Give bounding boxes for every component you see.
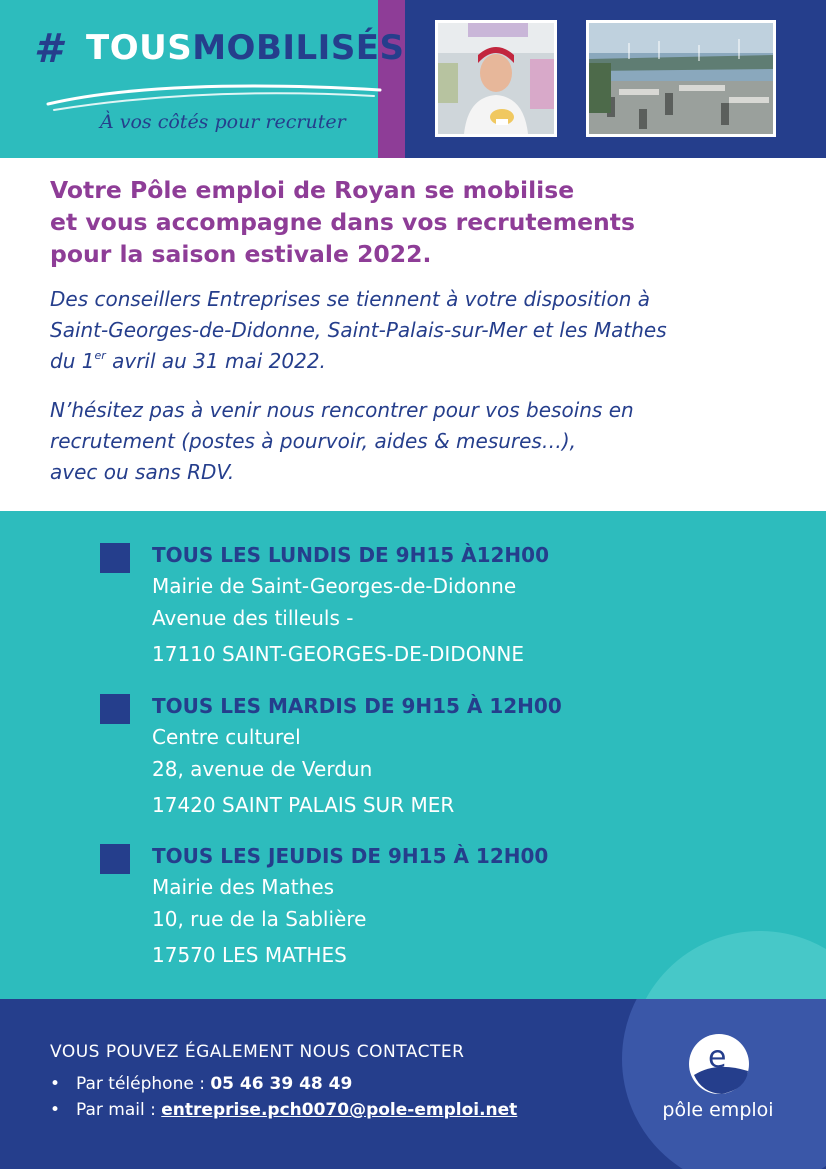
schedule-item-line: 10, rue de la Sablière — [152, 907, 367, 931]
schedule-item-line: Centre culturel — [152, 725, 301, 749]
header-tagline: À vos côtés pour recruter — [100, 111, 346, 133]
contact-mail-line — [50, 1100, 517, 1120]
hashtag-title — [86, 28, 405, 68]
header-banner — [0, 0, 826, 158]
paragraph-line-dates: du 1er avril au 31 mai 2022. — [50, 349, 326, 373]
square-bullet-icon — [100, 694, 130, 724]
schedule-item-title: TOUS LES JEUDIS DE 9H15 À 12H00 — [152, 844, 549, 868]
decorative-circle — [630, 931, 826, 999]
phone-label: Par téléphone : — [76, 1074, 211, 1094]
svg-text:e: e — [708, 1040, 727, 1075]
header-teal-panel — [0, 0, 378, 158]
contact-phone-line — [50, 1074, 352, 1094]
email-link[interactable]: entreprise.pch0070@pole-emploi.net — [161, 1100, 518, 1120]
hashtag-part-mobilises: MOBILISÉS — [192, 28, 405, 68]
intro-paragraph-invitation — [50, 395, 790, 488]
phone-number-link[interactable]: 05 46 39 48 49 — [210, 1074, 353, 1094]
contact-title: VOUS POUVEZ ÉGALEMENT NOUS CONTACTER — [50, 1042, 465, 1062]
intro-title-line: Votre Pôle emploi de Royan se mobilise — [50, 176, 575, 204]
intro-title-line: et vous accompagne dans vos recrutements — [50, 208, 635, 236]
paragraph-line: N’hésitez pas à venir nous rencontrer pour vos besoins en — [50, 398, 634, 422]
square-bullet-icon — [100, 543, 130, 573]
intro-title — [50, 174, 790, 270]
contact-footer — [0, 999, 826, 1169]
schedule-section — [0, 511, 826, 999]
intro-title-line: pour la saison estivale 2022. — [50, 240, 432, 268]
hashtag-part-tous: TOUS — [86, 28, 193, 68]
hashtag-symbol: # — [34, 26, 62, 72]
brush-swoosh-icon — [44, 80, 384, 114]
schedule-item-title: TOUS LES MARDIS DE 9H15 À 12H00 — [152, 694, 562, 718]
intro-section — [50, 174, 790, 488]
waitress-photo — [435, 20, 557, 137]
schedule-item-line: 17420 SAINT PALAIS SUR MER — [152, 793, 455, 817]
seaside-terrace-photo — [586, 20, 776, 137]
logo-text: pôle emploi — [662, 1099, 774, 1121]
paragraph-line: avec ou sans RDV. — [50, 460, 235, 484]
schedule-item-line: 17110 SAINT-GEORGES-DE-DIDONNE — [152, 642, 524, 666]
paragraph-line: recrutement (postes à pourvoir, aides & mesures…), — [50, 429, 577, 453]
schedule-item-title: TOUS LES LUNDIS DE 9H15 À12H00 — [152, 543, 550, 567]
pole-emploi-logo-icon — [686, 1031, 752, 1097]
schedule-item-line: Mairie de Saint-Georges-de-Didonne — [152, 574, 517, 598]
schedule-item-line: Avenue des tilleuls - — [152, 606, 354, 630]
schedule-item-line: 17570 LES MATHES — [152, 943, 347, 967]
header-purple-stripe — [378, 0, 405, 158]
bullet: • — [50, 1100, 61, 1120]
schedule-item-line: Mairie des Mathes — [152, 875, 335, 899]
square-bullet-icon — [100, 844, 130, 874]
schedule-item-line: 28, avenue de Verdun — [152, 757, 373, 781]
bullet: • — [50, 1074, 61, 1094]
intro-paragraph-availability — [50, 284, 790, 377]
mail-label: Par mail : — [76, 1100, 162, 1120]
paragraph-line: Des conseillers Entreprises se tiennent à votre disposition à — [50, 287, 650, 311]
paragraph-line: Saint-Georges-de-Didonne, Saint-Palais-sur-Mer et les Mathes — [50, 318, 667, 342]
